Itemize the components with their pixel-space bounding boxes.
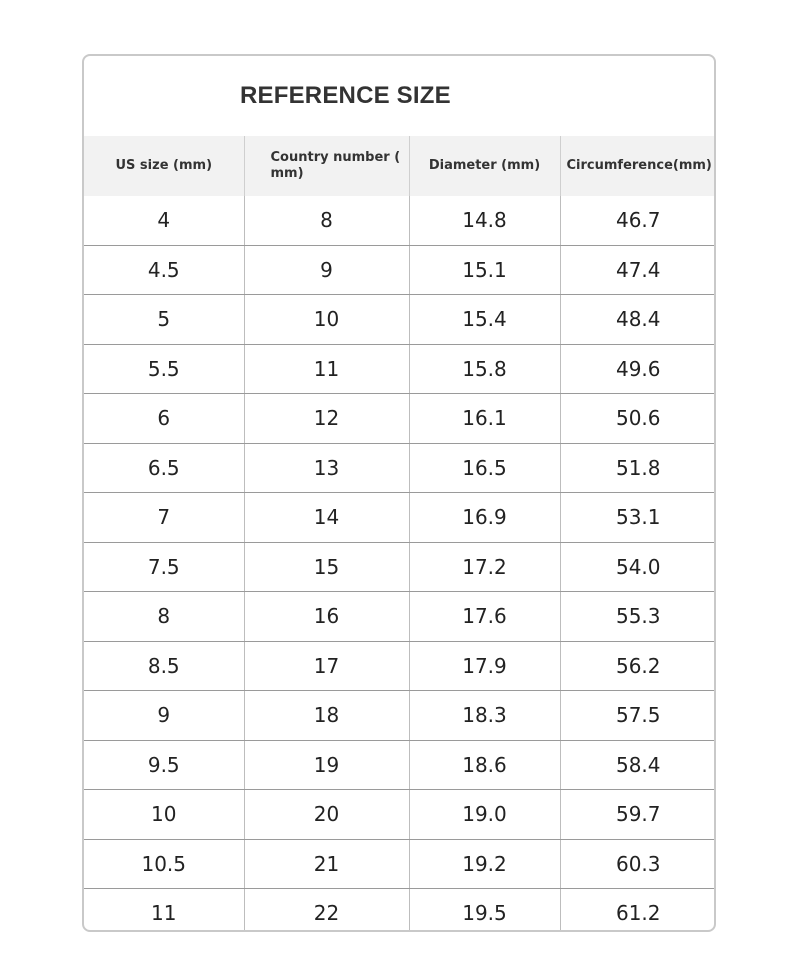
country-number-cell: 19 <box>244 740 409 790</box>
table-row <box>84 295 716 345</box>
table-row <box>84 641 716 691</box>
country-number-cell: 16 <box>244 592 409 642</box>
circumference-cell: 61.2 <box>615 901 661 926</box>
size-table <box>84 136 716 932</box>
us-size-cell: 10 <box>84 790 244 840</box>
header-country-number: Country number ( mm) <box>244 136 409 196</box>
country-number-cell: 12 <box>244 394 409 444</box>
diameter-cell: 15.4 <box>409 295 560 345</box>
table-row <box>84 394 716 444</box>
diameter-cell: 17.2 <box>409 542 560 592</box>
circumference-cell: 51.8 <box>560 443 716 493</box>
circumference-cell: 55.3 <box>560 592 716 642</box>
country-number-cell: 10 <box>244 295 409 345</box>
country-number-cell: 21 <box>244 839 409 889</box>
header-row <box>84 136 716 196</box>
us-size-cell: 8 <box>84 592 244 642</box>
circumference-cell: 47.4 <box>560 245 716 295</box>
circumference-cell: 60.3 <box>560 839 716 889</box>
diameter-cell: 17.6 <box>409 592 560 642</box>
size-chart-card <box>82 54 716 932</box>
us-size-cell: 5.5 <box>84 344 244 394</box>
us-size-cell: 5 <box>84 295 244 345</box>
table-row <box>84 889 716 933</box>
country-number-cell: 17 <box>244 641 409 691</box>
circumference-cell: 48.4 <box>560 295 716 345</box>
circumference-cell: 49.6 <box>560 344 716 394</box>
diameter-cell: 16.9 <box>409 493 560 543</box>
country-number-cell: 8 <box>244 196 409 245</box>
header-circumference: Circumference(mm) <box>560 136 716 196</box>
circumference-cell: 53.1 <box>560 493 716 543</box>
table-body <box>84 196 716 932</box>
diameter-cell: 16.5 <box>409 443 560 493</box>
circumference-cell: 59.7 <box>560 790 716 840</box>
table-row <box>84 691 716 741</box>
us-size-cell: 6.5 <box>84 443 244 493</box>
diameter-cell: 15.8 <box>409 344 560 394</box>
table-row <box>84 790 716 840</box>
diameter-cell: 17.9 <box>409 641 560 691</box>
table-row <box>84 839 716 889</box>
chart-title: REFERENCE SIZE <box>240 82 451 109</box>
diameter-cell: 18.6 <box>409 740 560 790</box>
country-number-cell: 15 <box>244 542 409 592</box>
header-us-size: US size (mm) <box>84 136 244 196</box>
table-row <box>84 196 716 245</box>
circumference-cell: 57.5 <box>560 691 716 741</box>
country-number-cell: 13 <box>244 443 409 493</box>
diameter-cell: 15.1 <box>409 245 560 295</box>
diameter-cell: 19.2 <box>409 839 560 889</box>
country-number-cell: 20 <box>244 790 409 840</box>
circumference-cell: 58.4 <box>560 740 716 790</box>
country-number-cell: 18 <box>244 691 409 741</box>
circumference-cell: 50.6 <box>560 394 716 444</box>
country-number-cell: 22 <box>244 889 409 933</box>
table-row <box>84 493 716 543</box>
us-size-cell: 9 <box>84 691 244 741</box>
us-size-cell: 4.5 <box>84 245 244 295</box>
circumference-cell: 54.0 <box>560 542 716 592</box>
us-size-cell: 8.5 <box>84 641 244 691</box>
us-size-cell: 9.5 <box>84 740 244 790</box>
country-number-cell: 11 <box>244 344 409 394</box>
header-diameter: Diameter (mm) <box>409 136 560 196</box>
circumference-cell: 56.2 <box>560 641 716 691</box>
diameter-cell: 18.3 <box>409 691 560 741</box>
us-size-cell: 7.5 <box>84 542 244 592</box>
diameter-cell: 19.0 <box>409 790 560 840</box>
us-size-cell: 4 <box>84 196 244 245</box>
table-row <box>84 542 716 592</box>
table-row <box>84 740 716 790</box>
circumference-cell: 46.7 <box>560 196 716 245</box>
table-row <box>84 344 716 394</box>
country-number-cell: 14 <box>244 493 409 543</box>
diameter-cell: 19.5 <box>409 889 560 933</box>
table-row <box>84 592 716 642</box>
us-size-cell: 11 <box>84 889 244 933</box>
us-size-cell: 10.5 <box>84 839 244 889</box>
us-size-cell: 6 <box>84 394 244 444</box>
table-header <box>84 136 716 196</box>
table-row <box>84 443 716 493</box>
us-size-cell: 7 <box>84 493 244 543</box>
table-row <box>84 245 716 295</box>
diameter-cell: 16.1 <box>409 394 560 444</box>
country-number-cell: 9 <box>244 245 409 295</box>
diameter-cell: 14.8 <box>409 196 560 245</box>
